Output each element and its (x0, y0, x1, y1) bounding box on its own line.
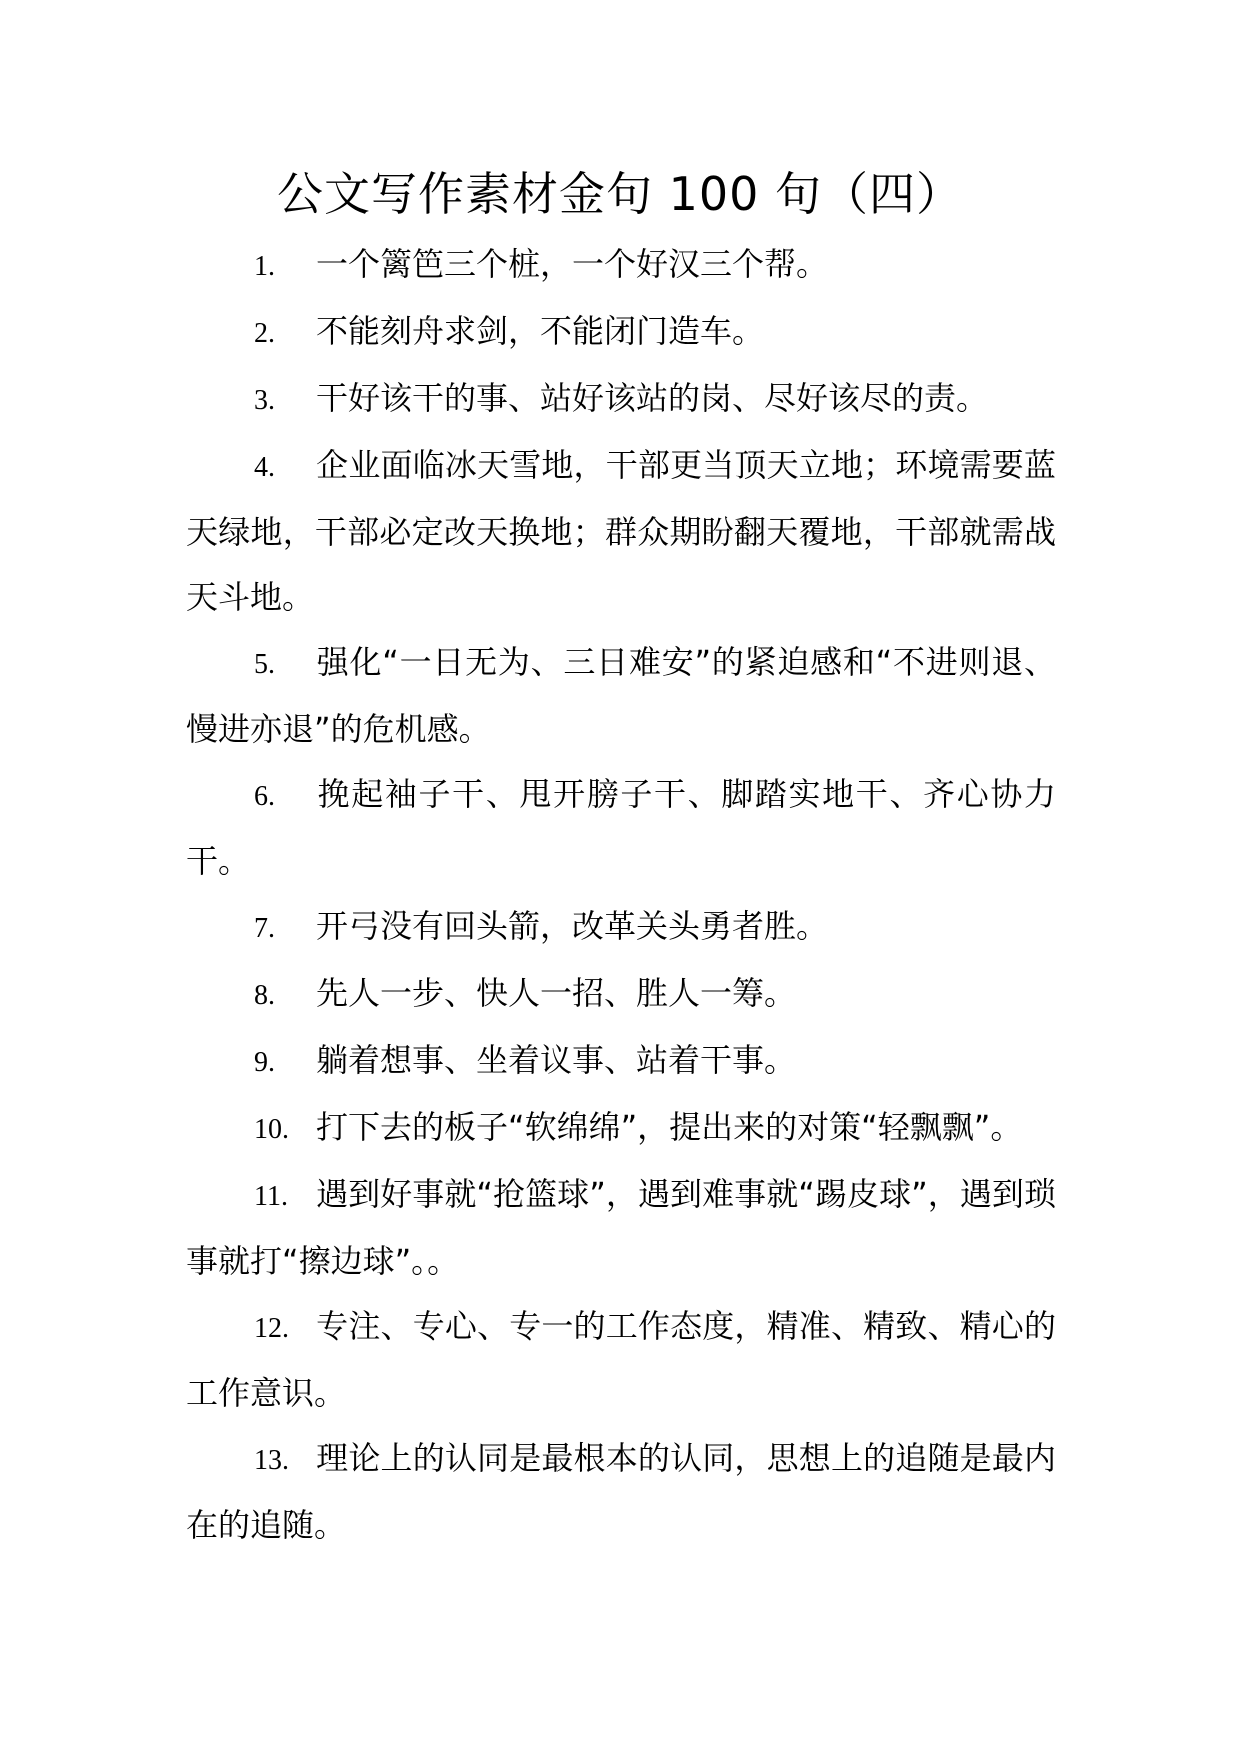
item-number: 10. (254, 1114, 289, 1145)
list-item (186, 630, 1056, 762)
item-text: 干好该干的事、站好该站的岗、尽好该尽的责。 (316, 379, 989, 417)
item-text: 企业面临冰天雪地，干部更当顶天立地；环境需要蓝天绿地，干部必定改天换地；群众期盼翻天覆地，干部就需战天斗地。 (186, 446, 1056, 616)
item-number: 11. (254, 1181, 288, 1212)
list-item (186, 299, 1056, 366)
list-item (186, 1294, 1056, 1426)
item-number: 6. (254, 781, 275, 812)
list-item (186, 894, 1056, 961)
list-item (186, 1426, 1056, 1558)
item-text: 不能刻舟求剑，不能闭门造车。 (316, 312, 765, 350)
list-item (186, 1095, 1056, 1162)
item-text: 打下去的板子“软绵绵”，提出来的对策“轻飘飘”。 (316, 1108, 1023, 1146)
item-text: 躺着想事、坐着议事、站着干事。 (316, 1041, 797, 1079)
list-item (186, 433, 1056, 630)
item-text: 专注、专心、专一的工作态度，精准、精致、精心的工作意识。 (186, 1307, 1056, 1412)
item-text: 理论上的认同是最根本的认同，思想上的追随是最内在的追随。 (186, 1439, 1056, 1544)
item-text: 挽起袖子干、甩开膀子干、脚踏实地干、齐心协力干。 (186, 775, 1056, 880)
item-text: 先人一步、快人一招、胜人一筹。 (316, 974, 797, 1012)
list-item (186, 1028, 1056, 1095)
document-title: 公文写作素材金句 100 句（四） (276, 167, 964, 221)
item-number: 12. (254, 1313, 289, 1344)
item-number: 4. (254, 452, 275, 483)
list-item (186, 762, 1056, 894)
list-item (186, 1162, 1056, 1294)
item-number: 5. (254, 649, 275, 680)
item-number: 8. (254, 980, 275, 1011)
quote-list (186, 232, 1056, 1558)
list-item (186, 961, 1056, 1028)
item-number: 1. (254, 251, 275, 282)
item-number: 2. (254, 318, 275, 349)
item-number: 9. (254, 1047, 275, 1078)
item-text: 遇到好事就“抢篮球”，遇到难事就“踢皮球”，遇到琐事就打“擦边球”。。 (186, 1175, 1056, 1280)
item-number: 7. (254, 913, 275, 944)
item-number: 3. (254, 385, 275, 416)
item-text: 开弓没有回头箭，改革关头勇者胜。 (316, 907, 829, 945)
item-text: 强化“一日无为、三日难安”的紧迫感和“不进则退、慢进亦退”的危机感。 (186, 643, 1056, 748)
list-item (186, 232, 1056, 299)
item-text: 一个篱笆三个桩，一个好汉三个帮。 (316, 245, 829, 283)
item-number: 13. (254, 1445, 289, 1476)
list-item (186, 366, 1056, 433)
